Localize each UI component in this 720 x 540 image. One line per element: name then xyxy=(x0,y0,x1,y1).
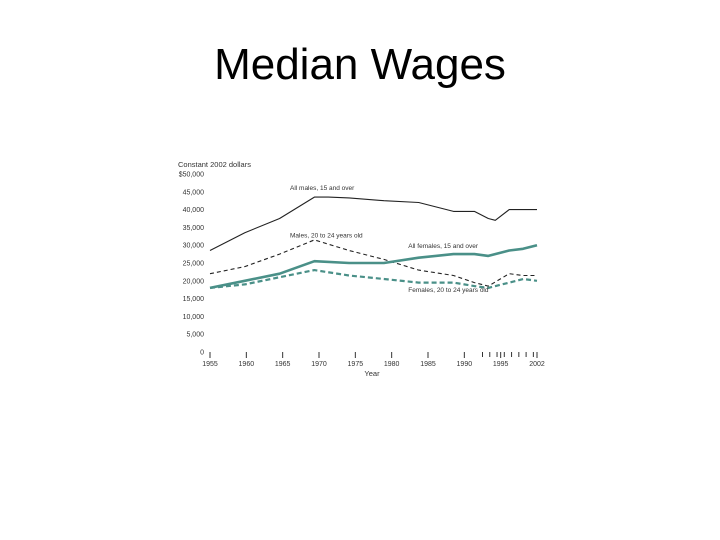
series-label-3: All females, 15 and over xyxy=(408,243,479,251)
y-tick-label: 30,000 xyxy=(182,242,204,250)
y-tick-label: $50,000 xyxy=(178,171,204,179)
slide-title: Median Wages xyxy=(214,40,506,89)
x-tick-label: 1990 xyxy=(456,361,473,368)
line-chart xyxy=(170,150,550,385)
y-tick-label: 5,000 xyxy=(186,331,204,339)
y-tick-label: 35,000 xyxy=(182,224,204,232)
x-axis-label: Year xyxy=(364,369,380,378)
y-tick-label: 20,000 xyxy=(182,278,204,286)
y-tick-label: 25,000 xyxy=(182,260,204,268)
y-axis-ticks xyxy=(179,172,204,357)
y-tick-label: 40,000 xyxy=(182,207,204,215)
x-tick-label: 1975 xyxy=(347,361,364,368)
y-unit-label: Constant 2002 dollars xyxy=(178,160,251,169)
series-label-2: Males, 20 to 24 years old xyxy=(290,232,363,240)
series-label-1: All males, 15 and over xyxy=(290,185,355,193)
series-lines xyxy=(210,197,537,288)
y-tick-label: 0 xyxy=(200,349,204,357)
y-tick-label: 15,000 xyxy=(182,296,204,304)
x-tick-label: 1965 xyxy=(274,361,291,368)
chart-svg xyxy=(170,150,550,385)
x-tick-label: 2002 xyxy=(529,361,545,368)
x-tick-label: 1955 xyxy=(202,361,218,368)
series-line-1 xyxy=(210,197,537,250)
x-tick-label: 1970 xyxy=(311,361,327,368)
x-tick-label: 1980 xyxy=(383,361,400,368)
x-tick-label: 1985 xyxy=(420,361,436,368)
y-tick-label: 10,000 xyxy=(182,313,204,321)
x-tick-label: 1960 xyxy=(238,361,255,368)
x-axis-ticks xyxy=(200,349,545,368)
series-label-4: Females, 20 to 24 years old xyxy=(408,287,489,295)
x-tick-label: 1995 xyxy=(492,361,509,368)
y-tick-label: 45,000 xyxy=(182,189,204,197)
